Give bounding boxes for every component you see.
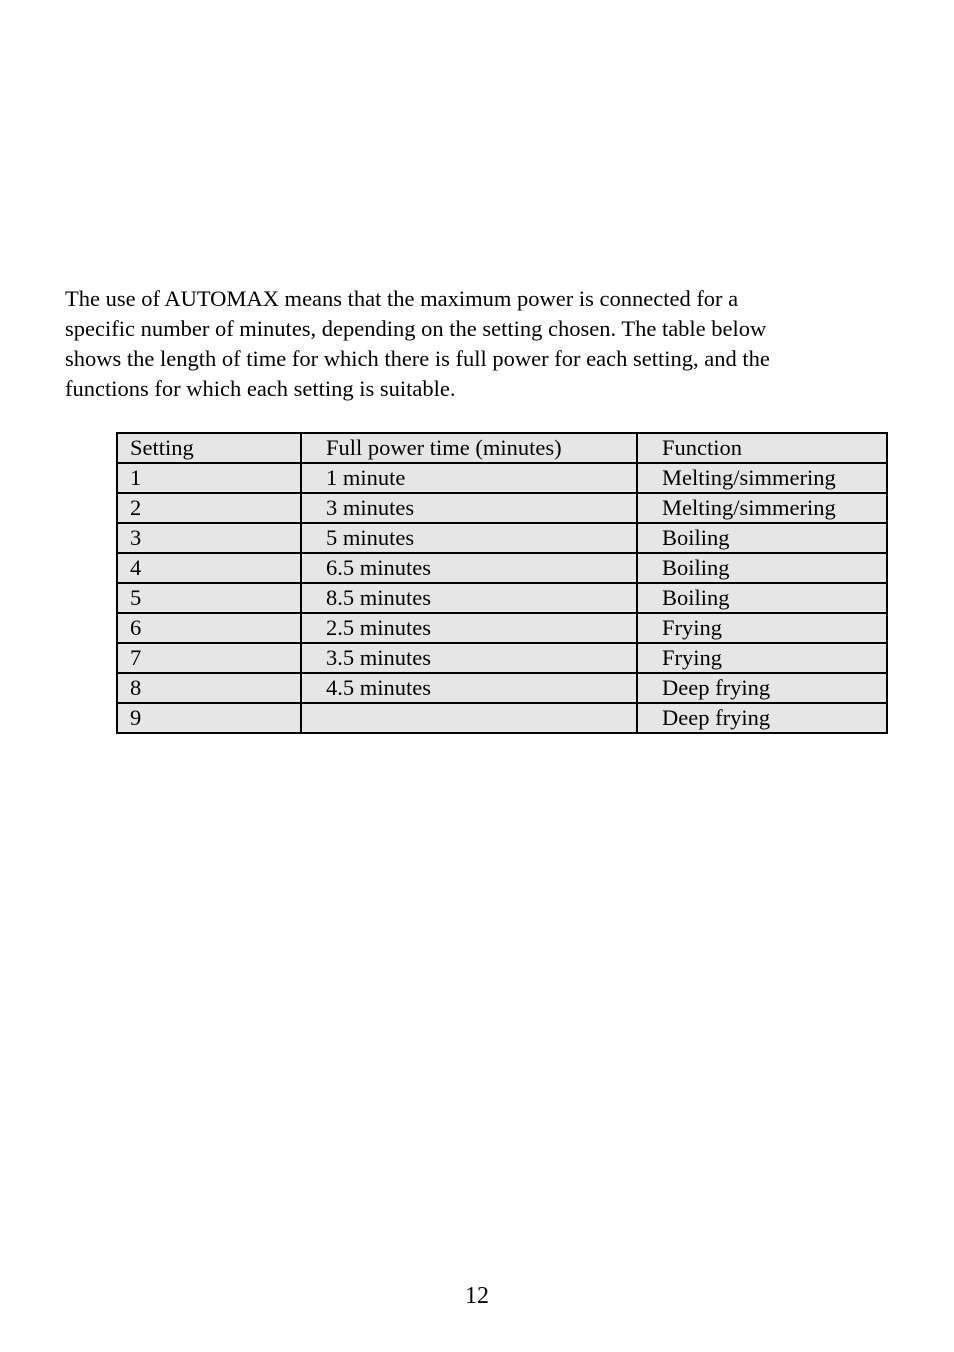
cell-full-power-time: 3.5 minutes — [301, 643, 637, 673]
cell-function: Boiling — [637, 583, 887, 613]
cell-setting: 4 — [117, 553, 301, 583]
table-row — [117, 523, 887, 553]
cell-full-power-time: 2.5 minutes — [301, 613, 637, 643]
cell-full-power-time: 1 minute — [301, 463, 637, 493]
table-row — [117, 643, 887, 673]
cell-function: Boiling — [637, 553, 887, 583]
cell-function: Deep frying — [637, 673, 887, 703]
cell-setting: 9 — [117, 703, 301, 733]
table-row — [117, 703, 887, 733]
cell-setting: 5 — [117, 583, 301, 613]
cell-full-power-time: 6.5 minutes — [301, 553, 637, 583]
table-row — [117, 553, 887, 583]
header-setting: Setting — [117, 433, 301, 463]
intro-line: The use of AUTOMAX means that the maximum power is connected for a — [65, 286, 739, 311]
cell-function: Boiling — [637, 523, 887, 553]
cell-full-power-time: 3 minutes — [301, 493, 637, 523]
cell-function: Deep frying — [637, 703, 887, 733]
cell-function: Frying — [637, 613, 887, 643]
intro-line: functions for which each setting is suitable. — [65, 376, 456, 401]
header-full-power-time: Full power time (minutes) — [301, 433, 637, 463]
cell-function: Melting/simmering — [637, 493, 887, 523]
cell-function: Melting/simmering — [637, 463, 887, 493]
cell-full-power-time: 4.5 minutes — [301, 673, 637, 703]
cell-setting: 3 — [117, 523, 301, 553]
cell-setting: 7 — [117, 643, 301, 673]
cell-full-power-time: 8.5 minutes — [301, 583, 637, 613]
table-row — [117, 583, 887, 613]
table-row — [117, 673, 887, 703]
table-row — [117, 463, 887, 493]
table-header-row — [117, 433, 887, 463]
cell-setting: 1 — [117, 463, 301, 493]
cell-setting: 6 — [117, 613, 301, 643]
intro-paragraph — [65, 284, 885, 404]
cell-setting: 8 — [117, 673, 301, 703]
automax-settings-table — [116, 432, 888, 734]
header-function: Function — [637, 433, 887, 463]
cell-function: Frying — [637, 643, 887, 673]
table-row — [117, 493, 887, 523]
cell-full-power-time: 5 minutes — [301, 523, 637, 553]
cell-full-power-time — [301, 703, 637, 733]
intro-line: shows the length of time for which there is full power for each setting, and the — [65, 346, 770, 371]
page-number: 12 — [465, 1283, 489, 1309]
intro-line: specific number of minutes, depending on the setting chosen. The table below — [65, 316, 767, 341]
cell-setting: 2 — [117, 493, 301, 523]
table-row — [117, 613, 887, 643]
